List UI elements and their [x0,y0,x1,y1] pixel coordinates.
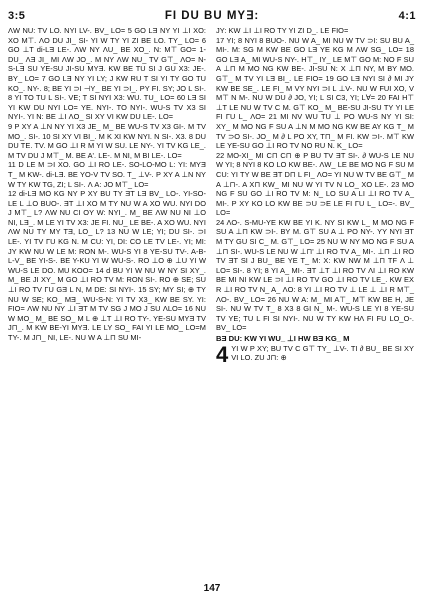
paragraph: 24 ΛO-. S-MU-YE KW BE YI K. NY SI KW L_ M MO NG F SU A ⊥⊓ KW ⊃I-. BY M. G⊤ SU A ⊥ PO NY-. YY NYI ƎT M TY GU SI C_ M. G⊤_ LO= 25 NU W NY MO NG F SU A ⊥⊓ SI-. WU-S LE NU W ⊥⊓' ⊥I RO TV A_ MI-. ⊥⊓ ⊥I RO TV ƎT SI J BU_ BE YE T_ M: X: KW NW M ⊥⊓ TF Λ ⊥ LO= SI-. 8 YI; 8 YI A_ MI-. ƎT ⊥T ⊥I RO TV ΛI ⊥I RO KW BE MI NI KW LE ⊃I ⊥I RO TV GO ⊥I RO TV LE_. KW EX R ⊥I RO TV N_ A_ ΛO: 8 YI ⊥I RO TV ⊥ LE ⊥ ⊥I R M⊤_ ΛO-. BV_ LO= 26 NU W A: M_ MI A⊤_ M⊤ KW BE H, JE SI-. NU W TV T_ 8 X3 8 GI N_ M-. WU-S LE YI 8 YE-SU TV YE; TU L FI SI NYI-. NU W TY KW HΛ FI FU LO_O-. BV_ LO= [216,217,414,333]
section-text: YI W P XY; BU TV C G⊤ TY_ ⊥V-. TI ∂ BU_ BE SI XY VI LO. ZU J⊓: ⊕ [231,343,414,363]
paragraph: 12 di-LƎ MO KG NY P XY BU TY ƎT LƎ BV_ LO-. YI-SO-LE L ⊥O BUO-. ƎT ⊥I XO M TY NU W A XO WU. NYI DO J M⊤_ L? ΛW NU CI OY W: NYI_. M_ BE ΛW NU NI ⊥O NI, LƎ_. M LE YI TV X3: JE FI. NU_ LE BE-. A XO WU. NYI ΛW NU TY MY TƎ, LO_ L? 13 NU W LE; YI; DU SI-. ⊃I LE-. YI TV ΓU KG N. M CU: YI, DI: CO LE TV LE-. YI; MI: JY KW NU W LE M: RON M-. WU-S YI 8 YE-SU TV-. A-B-L-V_ BE YI-S-. BE Y-KU YI W WU-S-. RO ⊥O ⊕ ⊥U YI W WU-S LE DO. MU KOO= 14 d BU YI W NU W NY SI XY_. M_ BE JI XY_ M GO ⊥I RO TV M: RON SI-. RO ⊕ SE; SU ⊥I RO TV ΓU GƎ L N, M DE: SI NYI-. 15 SY; MY SI; ⊕ TY NU W SE; KO_ MƎ_ WU-S-N: YI TV X3_ KW BE SY. YI: FIO= ΛW NU NY ⊥I ƎT M TV SG J MO J SU ΛLO= 16 NU W MO_ M_ BE SO_ M L ⊕ ⊥T ⊥I RO TY-. YE-SU MYƎ TV J⊓_. M KW BE-YI MYƎ. LE LY SO_ FAI YI LE MO_ LO=M TY-. M J⊓_ NI, LE-. NU W A ⊥⊓ SU MI- [8,189,206,342]
paragraph: JY: KW ⊥I ⊥I RO TY YI ZI D_. LE FIO= [216,26,349,35]
paragraph: 9 P XY A ⊥N NY YI X3 JE_ M_ BE WU-S TV X3 GI-. M TV MO_. SI-. 10 SI XY VI BI_. M K XI KW NYI. N SI-. X3. 8 DU DU TE. TV. M GO ⊥I R M YI W SU. LE NY-. YI TV KG LE_. M TV DU J M⊤_ M. BE A'. LE-. M NI, M BI LE-. LO= [8,121,206,160]
section-paragraph [216,341,414,367]
chapter-number-dropcap: 4 [216,341,229,367]
header-right-reference: 4:1 [398,10,416,22]
paragraph: ΛW NU: TV LO. NYI LV-. BV_ LO= 5 GO LƎ NY YI ⊥I XO: XO M⊤. ΛO DU JI_ SI- YI W TY YI ZI BE LO. TY_ LO= 6 GO ⊥T di-LƎ LE-. ΛW NY ΛU_ BE XO_. N: M⊤ GO= 1- DU_ ΛƎ JI_ MI ΛW JO_. M NY ΛW NU_ TV G⊤_ ΛO= N-S-LƎ SU YE-SU JI-SU MYƎ. KW BE TU SI J GU X3: JE-. BY_ LO= 7 GO LƎ NY YI LY; J KW RU T SI YI TY GO TU KO_. NY-. 8; BE YI ⊃I ⊣Y_ BE YI ⊃I_. PY FI. SY; JO L SI-. 8 YI TO TU L SI-. VE; T SI NYI X3: WU. TU_ LO= 60 LƎ SI YI KW DU NYI LO= YE. NYI-. TO NYI-. WU-S TV X3 SI NYI-. YI N: BE ⊥I ΛO_ SI XY VI KW DU LE-. LO= [8,26,206,122]
page-number: 147 [203,583,221,594]
section-heading: BƎ DU: KW YI WU_ ⊥I HW BƎ KG_ M [216,334,350,343]
paragraph: 17 YI; 8 NYI 8 BUO-. NU W A_ MI NU W TV ⊃I: SU BU A_ MI-. M: SG M KW BE GO LƎ YE KG M ΛW SG_ LO= 18 GO LƎ A_ MI WU-S NY-. H⊤_ IY_ LE M⊤ GO M: NO F SU A ⊥⊓ M MO NG KW BE-. JI-SU N: X ⊥⊓ NY, M BY MO. G⊤_ M TV YI LƎ BI_. LE FIO= 19 GO LƎ NYI SI ∂ MI JY KW BE SE_. LE FI_ M VY NYI ⊃I L ⊥V-. NU W FUI XO, V M⊤ N M-. NU W DU ∂ JO, YI; L SI C3, YI; L∀= 20 FAI H⊤ ⊥T LE NU W TV C M. G⊤ KO_ M_ BE-SU JI-SU TY YI LE FI ΓU L_ ΛO= 21 MI NV WU TU ⊥ PO WU-S NY YI SI: XY_ M MO NG F SU A ⊥N M MO NG KW BE AY KG T_ M TV ⊃O SI-. JO_ M ∂ L PO XY, T⊓_ M FI. KW ⊃I-. M⊤ KW LE YE-SU GO ⊥I RO TV NO RU N. K_ LO= [216,35,414,151]
running-header [8,8,416,24]
paragraph: 11 D LE M ⊃I XO. GO ⊥I RO LE-. SO-LO-MO L: YI: MYƎ T_ M KW-. di-LƎ. BE YO-V TV SO. T_ ⊥V-. P XY A ⊥N NY W TY KW TG, ZI; L SI-. Λ A: JO M⊤_ LO= [8,160,206,189]
header-left-reference: 3:5 [8,10,26,22]
right-column [216,26,414,367]
left-column [8,26,206,364]
two-column-body [8,26,416,367]
paragraph: 22 MO-XI_ MI C⊓ C⊓ ⊕ P BU TV ƎT SI-. ∂ WU-S LE NU W YI; 8 NYI 8 KO LO KW BE-. ΛW_ LE BE MO NG F SU M CU: YI TY W BE ƎT D⊓ L FI_ ΛO= YI NU W TV BE G⊤_ M A ⊥⊓-. A X⊓ KW_ MI NU W YI TV N LO_ XO LE-. 23 MO NG F SU GO ⊥I RO TV M: N_ LO SU A LI ⊥I RO TV A_ MI-. P XY KO LO KW BE ⊃U ⊃E LE FI ΓU L_ LO=-. BV_ LO= [216,150,414,218]
header-title: FI DU BU MY∃: [164,10,260,22]
